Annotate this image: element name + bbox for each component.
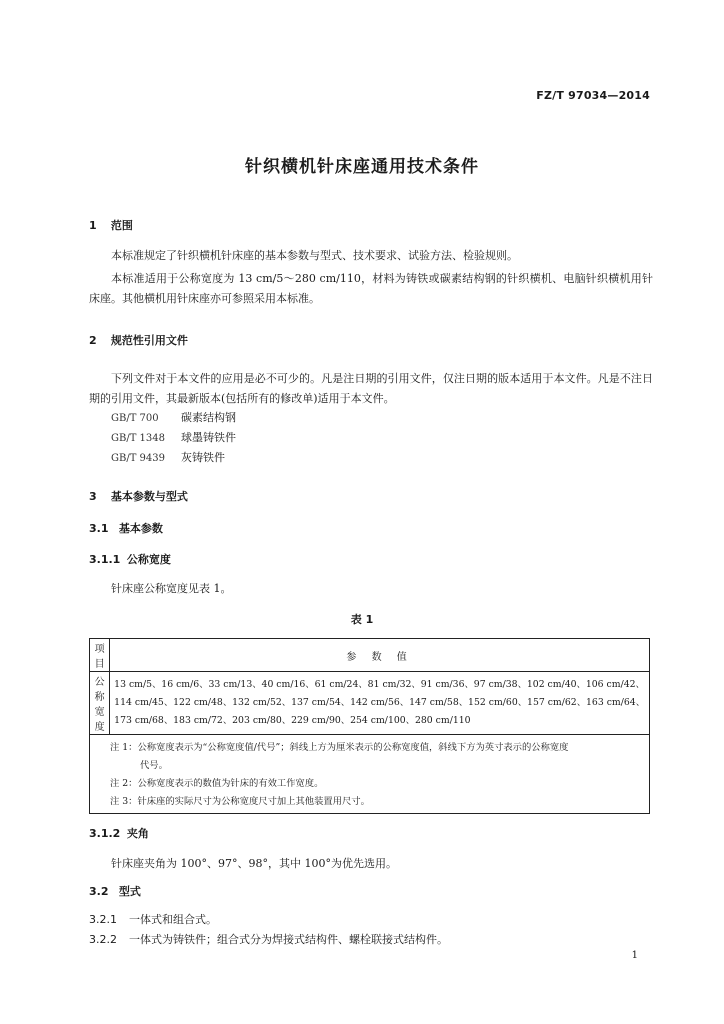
reference-item (111, 429, 236, 445)
value-line: 173 cm/68、183 cm/72、203 cm/80、229 cm/90、254 cm/100、280 cm/110 (114, 715, 471, 726)
document-title: 针织横机针床座通用技术条件 (245, 157, 479, 177)
section-number: 2 (89, 334, 97, 347)
angle-text: 针床座夹角为 100°、97°、98°，其中 100°为优先选用。 (111, 857, 397, 870)
values-cell (110, 672, 650, 735)
section-number: 3.1 (89, 522, 109, 535)
section-title: 夹角 (126, 827, 149, 840)
scope-paragraph-1: 本标准规定了针织横机针床座的基本参数与型式、技术要求、试验方法、检验规则。 (111, 249, 518, 262)
normative-references-paragraph: 下列文件对于本文件的应用是必不可少的。凡是注日期的引用文件，仅注日期的版本适用于本文件。凡是不注日期的引用文件，其最新版本(包括所有的修改单)适用于本文件。 (89, 372, 653, 405)
section-3-2-heading (89, 883, 141, 899)
section-3-1-heading (89, 520, 163, 536)
reference-name: 碳素结构钢 (181, 411, 236, 424)
section-title: 公称宽度 (126, 553, 171, 566)
header-value: 参 数 值 (110, 639, 650, 672)
note-3: 注 3：针床座的实际尺寸为公称宽度尺寸加上其他装置用尺寸。 (110, 796, 370, 807)
section-2-heading (89, 332, 188, 348)
section-number: 3 (89, 490, 97, 503)
nominal-width-text: 针床座公称宽度见表 1。 (111, 582, 232, 595)
section-number: 1 (89, 219, 97, 232)
clause-number: 3.2.2 (89, 933, 117, 946)
section-1-heading (89, 217, 133, 233)
clause-text: 一体式和组合式。 (129, 913, 217, 926)
note-2: 注 2：公称宽度表示的数值为针床的有效工作宽度。 (110, 778, 324, 789)
page-number: 1 (631, 950, 638, 961)
section-title: 规范性引用文件 (110, 334, 188, 347)
section-number: 3.1.1 (89, 553, 121, 566)
section-3-heading (89, 488, 188, 504)
scope-paragraph-2: 本标准适用于公称宽度为 13 cm/5～280 cm/110，材料为铸铁或碳素结构钢的针织横机、电脑针织横机用针床座。其他横机用针床座亦可参照采用本标准。 (89, 272, 653, 305)
note-1: 注 1：公称宽度表示为“公称宽度值/代号”；斜线上方为厘米表示的公称宽度值，斜线下方为英寸表示的公称宽度 (110, 742, 569, 753)
row-label: 公称宽度 (90, 672, 110, 735)
table-header-row (90, 639, 650, 672)
reference-item (111, 449, 225, 465)
clause-3-2-2 (89, 931, 448, 947)
reference-code: GB/T 1348 (111, 433, 166, 444)
section-title: 基本参数与型式 (110, 490, 188, 503)
reference-name: 球墨铸铁件 (181, 431, 236, 444)
section-title: 基本参数 (118, 522, 163, 535)
value-line: 13 cm/5、16 cm/6、33 cm/13、40 cm/16、61 cm/24、81 cm/32、91 cm/36、97 cm/38、102 cm/40、106 cm/42、 (114, 679, 645, 690)
standard-code: FZ/T 97034—2014 (536, 89, 650, 102)
notes-cell (90, 735, 650, 814)
reference-name: 灰铸铁件 (181, 451, 225, 464)
section-3-1-1-heading (89, 551, 171, 567)
section-number: 3.2 (89, 885, 109, 898)
clause-3-2-1 (89, 911, 217, 927)
table-notes-row (90, 735, 650, 814)
value-line: 114 cm/45、122 cm/48、132 cm/52、137 cm/54、142 cm/56、147 cm/58、152 cm/60、157 cm/62、163 cm/64、 (114, 697, 645, 708)
reference-item (111, 409, 236, 425)
note-1-continuation: 代号。 (140, 760, 168, 771)
table-row (90, 672, 650, 735)
nominal-width-table (89, 638, 650, 814)
table-caption: 表 1 (350, 613, 374, 626)
clause-text: 一体式为铸铁件；组合式分为焊接式结构件、螺栓联接式结构件。 (129, 933, 448, 946)
section-number: 3.1.2 (89, 827, 121, 840)
clause-number: 3.2.1 (89, 913, 117, 926)
reference-code: GB/T 700 (111, 413, 159, 424)
section-title: 范围 (110, 219, 133, 232)
section-title: 型式 (118, 885, 141, 898)
header-item: 项目 (90, 639, 110, 672)
reference-code: GB/T 9439 (111, 453, 166, 464)
section-3-1-2-heading (89, 825, 149, 841)
